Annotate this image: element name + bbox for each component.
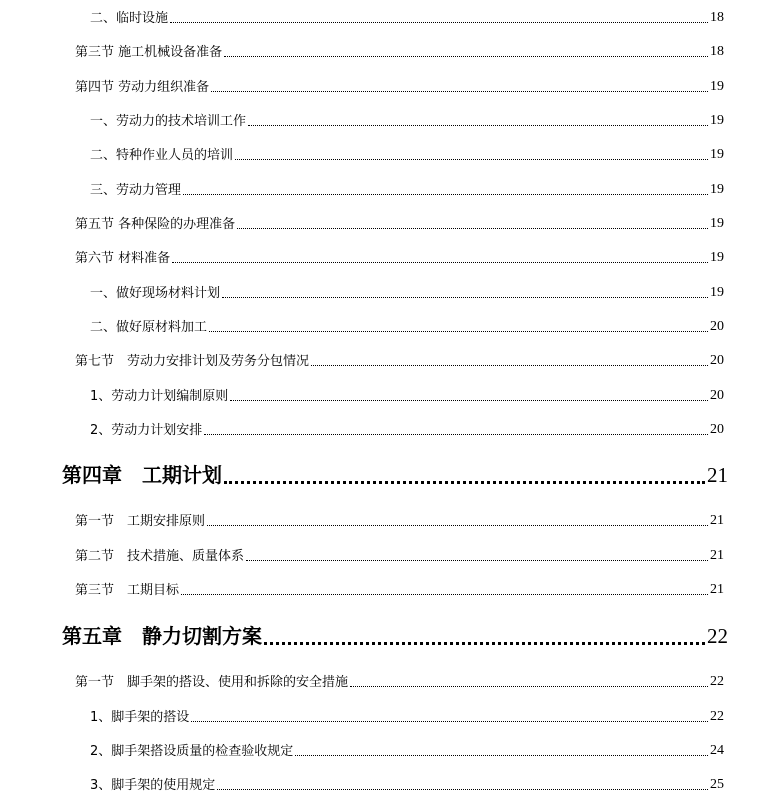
- toc-entry-title: 第二节 技术措施、质量体系: [75, 549, 245, 564]
- dot-leader: [264, 641, 705, 645]
- toc-entry-title: 第一节 脚手架的搭设、使用和拆除的安全措施: [75, 675, 349, 690]
- toc-entry-title: 三、劳动力管理: [90, 183, 182, 198]
- toc-entry[interactable]: [75, 40, 724, 60]
- toc-entry[interactable]: [90, 281, 724, 301]
- dot-leader: [237, 227, 708, 229]
- toc-entry-title: 1、脚手架的搭设: [90, 710, 190, 725]
- dot-leader: [230, 399, 708, 401]
- toc-entry-title: 二、做好原材料加工: [90, 320, 208, 335]
- toc-entry[interactable]: [75, 349, 724, 369]
- toc-entry-title: 第五节 各种保险的办理准备: [75, 217, 236, 232]
- toc-entry-title: 3、脚手架的使用规定: [90, 778, 216, 793]
- toc-entry-title: 第四章 工期计划: [62, 463, 222, 487]
- toc-entry-title: 二、临时设施: [90, 11, 169, 26]
- toc-chapter-entry[interactable]: [62, 619, 728, 649]
- toc-entry[interactable]: [75, 246, 724, 266]
- toc-entry[interactable]: [90, 705, 724, 725]
- toc-chapter-entry[interactable]: [62, 458, 728, 488]
- toc-entry-page: 19: [710, 250, 724, 265]
- toc-entry[interactable]: [90, 773, 724, 793]
- toc-entry-page: 18: [710, 44, 724, 59]
- toc-entry[interactable]: [90, 418, 724, 438]
- toc-entry[interactable]: [75, 75, 724, 95]
- toc-entry[interactable]: [75, 578, 724, 598]
- toc-entry[interactable]: [90, 384, 724, 404]
- dot-leader: [181, 593, 708, 595]
- toc-entry-title: 2、脚手架搭设质量的检查验收规定: [90, 744, 294, 759]
- toc-entry-page: 22: [710, 674, 724, 689]
- toc-entry-title: 第三节 工期目标: [75, 583, 180, 598]
- toc-entry[interactable]: [90, 143, 724, 163]
- dot-leader: [191, 720, 708, 722]
- toc-entry-page: 22: [710, 709, 724, 724]
- dot-leader: [311, 364, 708, 366]
- toc-entry-page: 22: [707, 624, 728, 648]
- dot-leader: [217, 788, 708, 790]
- toc-entry-title: 1、劳动力计划编制原则: [90, 389, 229, 404]
- toc-entry-title: 一、做好现场材料计划: [90, 286, 221, 301]
- toc-entry-title: 一、劳动力的技术培训工作: [90, 114, 247, 129]
- toc-entry-title: 第四节 劳动力组织准备: [75, 80, 210, 95]
- toc-entry-title: 第三节 施工机械设备准备: [75, 45, 223, 60]
- dot-leader: [209, 330, 708, 332]
- toc-entry-page: 21: [710, 513, 724, 528]
- dot-leader: [248, 124, 708, 126]
- dot-leader: [211, 90, 708, 92]
- dot-leader: [246, 559, 708, 561]
- toc-entry-page: 19: [710, 216, 724, 231]
- toc-entry-page: 19: [710, 182, 724, 197]
- dot-leader: [170, 21, 708, 23]
- dot-leader: [183, 193, 708, 195]
- toc-entry[interactable]: [75, 212, 724, 232]
- toc-entry[interactable]: [90, 739, 724, 759]
- toc-entry-page: 20: [710, 388, 724, 403]
- toc-entry-page: 20: [710, 353, 724, 368]
- toc-entry-title: 2、劳动力计划安排: [90, 423, 203, 438]
- dot-leader: [207, 524, 708, 526]
- toc-entry[interactable]: [75, 670, 724, 690]
- dot-leader: [224, 480, 705, 484]
- toc-entry[interactable]: [75, 544, 724, 564]
- dot-leader: [222, 296, 708, 298]
- toc-entry-page: 25: [710, 777, 724, 792]
- toc-entry-title: 第七节 劳动力安排计划及劳务分包情况: [75, 354, 310, 369]
- toc-entry-title: 二、特种作业人员的培训: [90, 148, 234, 163]
- toc-entry-title: 第六节 材料准备: [75, 251, 171, 266]
- toc-entry-page: 21: [710, 582, 724, 597]
- toc-entry-page: 21: [707, 463, 728, 487]
- toc-entry-page: 19: [710, 79, 724, 94]
- toc-entry-page: 19: [710, 147, 724, 162]
- dot-leader: [295, 754, 708, 756]
- toc-entry[interactable]: [90, 109, 724, 129]
- toc-entry-page: 20: [710, 422, 724, 437]
- dot-leader: [204, 433, 708, 435]
- toc-entry-page: 21: [710, 548, 724, 563]
- dot-leader: [350, 685, 708, 687]
- toc-entry[interactable]: [90, 315, 724, 335]
- toc-entry-title: 第一节 工期安排原则: [75, 514, 206, 529]
- toc-entry-page: 24: [710, 743, 724, 758]
- toc-entry[interactable]: [90, 6, 724, 26]
- toc-entry-page: 18: [710, 10, 724, 25]
- dot-leader: [235, 158, 708, 160]
- toc-entry-page: 19: [710, 113, 724, 128]
- toc-entry[interactable]: [90, 178, 724, 198]
- toc-entry-title: 第五章 静力切割方案: [62, 624, 262, 648]
- toc-entry[interactable]: [75, 509, 724, 529]
- toc-entry-page: 20: [710, 319, 724, 334]
- toc-entry-page: 19: [710, 285, 724, 300]
- dot-leader: [224, 55, 708, 57]
- dot-leader: [172, 261, 708, 263]
